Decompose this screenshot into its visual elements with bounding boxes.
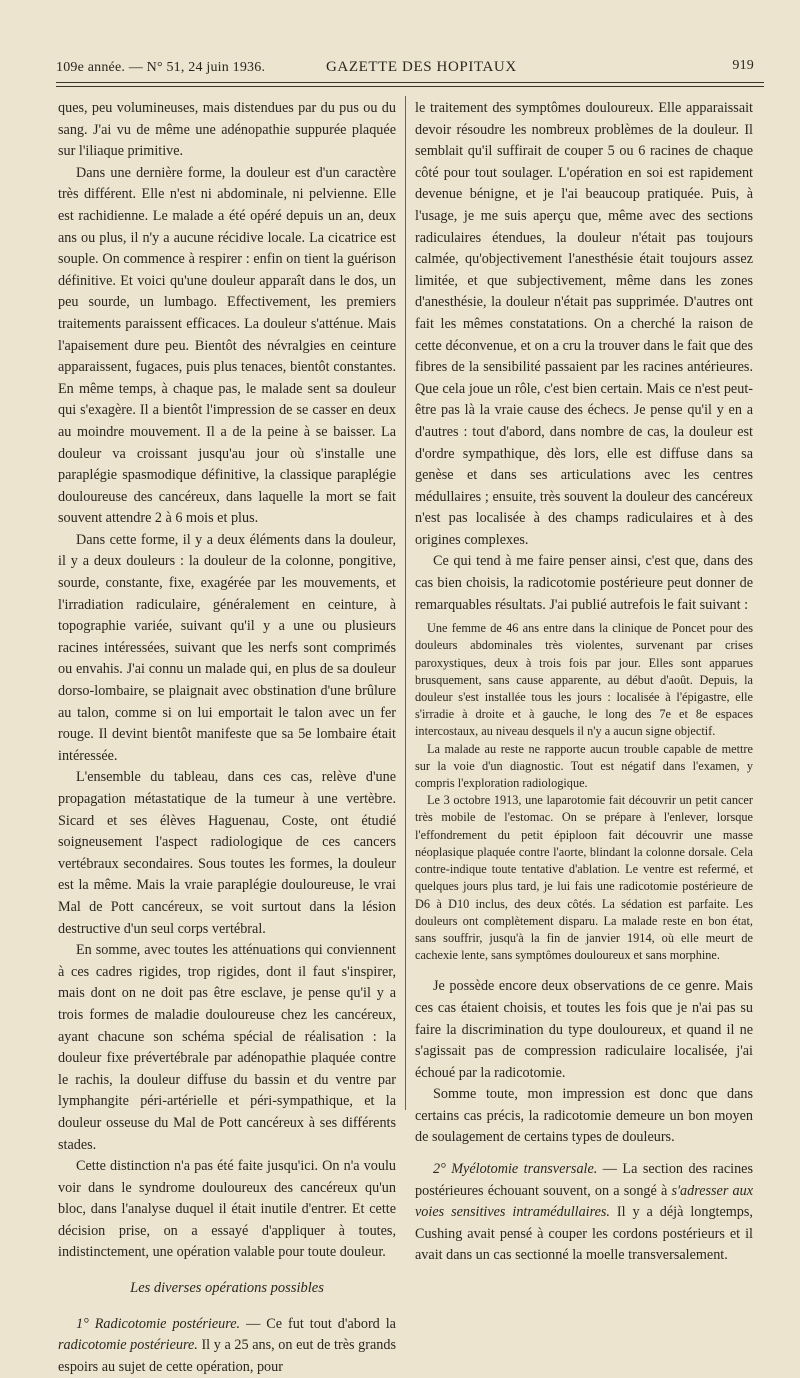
paragraph: Somme toute, mon impression est donc que dans certains cas précis, la radicotomie demeure un bon moyen de soulagement de certains types de douleurs. [415,1086,753,1146]
emphasis: s'adresser aux voies sensitives intramédullaires. [415,1182,753,1221]
paragraph: Cette distinction n'a pas été faite jusqu'ici. On n'a voulu voir dans le syndrome douloureux des cancéreux qu'un bloc, dans l'analyse duquel il était inutile d'entrer. Et cette décision prise, on a essayé d'appliquer à toutes, indistinctement, une opération valable pour toute douleur. [58,1158,396,1261]
paragraph [415,1159,753,1267]
left-column [58,98,396,1375]
text-run: — Ce fut tout d'abord la [240,1315,396,1332]
paragraph: L'ensemble du tableau, dans ces cas, relève d'une propagation métastatique de la tumeur à une vertèbre. Sicard et ses élèves Haguenau, Coste, ont étudié soigneusement l'aspect radiologique de ces cancers vertébraux secondaires. Sous toutes les formes, la douleur est la même. Mais la vraie paraplégie douloureuse, le vrai Mal de Pott cancéreux, se voit surtout dans la lésion destructive d'un seul corps vertébral. [58,769,396,937]
paragraph: le traitement des symptômes douloureux. Elle apparaissait devoir résoudre les nombreux problèmes de la douleur. Il semblait qu'il suffirait de couper 5 ou 6 racines de chaque côté pour tout soulager. L'opération en soi est rapidement devenue bénigne, et je l'ai beaucoup pratiquée. Puis, à l'usage, je me suis aperçu que, même avec des sections radiculaires étendues, la douleur n'était pas toujours calmée, qu'objectivement l'anesthésie était toujours assez limitée, et que subjectivement, même dans les zones d'anesthésie, la douleur n'était pas supprimée. D'autres ont fait les mêmes constatations. On a cherché la raison de cette déconvenue, et on a cru la trouver dans le fait que des fibres de la sensibilité passaient par les racines antérieures. Que cela joue un rôle, c'est bien certain. Mais ce n'est peut-être pas là la vraie cause des échecs. Je pense qu'il y en a d'autres : tout d'abord, dans nombre de cas, la douleur est d'ordre sympathique, dès lors, elle est diffuse dans sa genèse et dans ses articulations avec les centres médullaires ; ensuite, très souvent la douleur des cancéreux n'est pas localisée à des champs radiculaires et à des origines complexes. [415,100,753,548]
subsection-title: 2° Myélotomie transversale. [433,1161,598,1178]
paragraph: Dans cette forme, il y a deux éléments dans la douleur, il y a deux douleurs : la douleur de la colonne, pongitive, sourde, constante, fixe, exagérée par les mouvements, et l'irradiation radiculaire, généralement en ceinture, à topographie variée, suivant qu'il y a une ou plusieurs racines intéressées, suivant que les nerfs sont comprimés ou envahis. J'ai connu un malade qui, en plus de sa douleur dorso-lombaire, se plaignait avec obstination d'une brûlure au talon, comme si on lui emportait le talon avec un fer rouge. Il devint bientôt manifeste que sa 5e lombaire était intéressée. [58,531,396,764]
paragraph: Je possède encore deux observations de ce genre. Mais ces cas étaient choisis, et toutes les fois que je n'ai pas su faire la discrimination du type douloureux, et quand il ne s'agissait pas de compression radiculaire localisée, j'ai échoué par la radicotomie. [415,978,753,1081]
paragraph: Ce qui tend à me faire penser ainsi, c'est que, dans des cas bien choisis, la radicotomie postérieure peut donner de remarquables résultats. J'ai publié autrefois le fait suivant : [415,553,753,613]
header-rule [56,82,764,83]
emphasis: radicotomie postérieure. [58,1337,198,1354]
paragraph: En somme, avec toutes les atténuations qui conviennent à ces cadres rigides, trop rigides, dont il faut s'inspirer, mais dont on ne doit pas être esclave, je pense qu'il y a trois formes de maladie douloureuse chez les cancéreux, ayant chacune son schéma spécial de réalisation : la douleur fixe prévertébrale par adénopathie plaquée contre le rachis, la douleur diffuse du bassin et du ventre par lymphangite péri-artérielle et péri-sympathique, et la douleur osseuse du Mal de Pott cancéreux à ses différents stades. [58,942,396,1153]
text-run: Il y a déjà longtemps, Cushing avait pensé à couper les cordons postérieurs et il avait dans un cas sectionné la moelle transversalement. [415,1204,753,1264]
case-paragraph: Une femme de 46 ans entre dans la clinique de Poncet pour des douleurs abdominales très violentes, survenant par crises paroxystiques, deux à trois fois par jour. Elles sont apparues brusquement, sans cause apparente, au début d'août. Depuis, la douleur s'est installée tous les jours : localisée à l'épigastre, elle s'irradie à droite et à gauche, le long des 7e et 8e espaces intercostaux, au niveau desquels il n'y a aucun signe objectif. [415,621,753,739]
right-column [415,98,753,1264]
page-header [56,56,764,82]
text-run: Il y a 25 ans, on eut de très grands espoirs au sujet de cette opération, pour [58,1337,396,1375]
issue-line: 109e année. — N° 51, 24 juin 1936. [56,60,266,75]
case-report [415,620,753,964]
page-number: 919 [732,58,754,73]
case-paragraph: La malade au reste ne rapporte aucun trouble capable de mettre sur la voie d'un diagnostic. Tout est négatif dans l'examen, y compris l'exploration radiologique. [415,741,753,791]
subsection-title: 1° Radicotomie postérieure. [76,1315,241,1332]
case-paragraph: Le 3 octobre 1913, une laparotomie fait découvrir un petit cancer très mobile de l'estomac. On se prépare à l'enlever, lorsque l'effondrement du petit épiploon fait découvrir une masse néoplasique plaquée contre l'aorte, blindant la colonne dorsale. Cela contre-indique toute tentative d'ablation. Le ventre est refermé, et quelques jours plus tard, je lui fais une radicotomie postérieure de D6 à D10 inclus, des deux côtés. La sédation est parfaite. Les douleurs ont complètement disparu. La malade reste en bon état, sans souffrir, jusqu'à la fin de janvier 1914, où elle meurt de cachexie lente, sans symptômes douloureux et sans morphine. [415,793,753,963]
section-heading: Les diverses opérations possibles [130,1280,324,1297]
text-run: — La section des racines postérieures échouant souvent, on a songé à [415,1161,753,1199]
paragraph [58,1314,396,1378]
header-rule-double [56,86,764,87]
column-divider [405,96,406,1110]
paragraph: ques, peu volumineuses, mais distendues par du pus ou du sang. J'ai vu de même une adénopathie suppurée plaquée sur l'iliaque primitive. [58,100,396,160]
journal-title: GAZETTE DES HOPITAUX [326,59,517,75]
paragraph: Dans une dernière forme, la douleur est d'un caractère très différent. Elle n'est ni abdominale, ni pelvienne. Elle est rachidienne. Le malade a été opéré depuis un an, deux ans ou plus, il n'y a aucune récidive locale. La cicatrice est souple. On commence à respirer : enfin on tient la guérison définitive. Et voici qu'une douleur apparaît dans le dos, un peu sourde, un lumbago. Effectivement, les premiers traitements paraissent efficaces. La douleur s'atténue. Mais l'apaisement dure peu. Bientôt des névralgies en ceinture apparaissent, fugaces, puis plus tenaces, bientôt constantes. En même temps, à chaque pas, le malade sent sa douleur qui s'exagère. Il a bientôt l'impression de se casser en deux au moindre mouvement. Il a de la peine à se baisser. La douleur va croissant jusqu'au jour où s'installe une paraplégie spasmodique définitive, la classique paraplégie douloureuse des cancéreux, dans laquelle la mort se fait souvent attendre 2 à 6 mois et plus. [58,164,396,527]
